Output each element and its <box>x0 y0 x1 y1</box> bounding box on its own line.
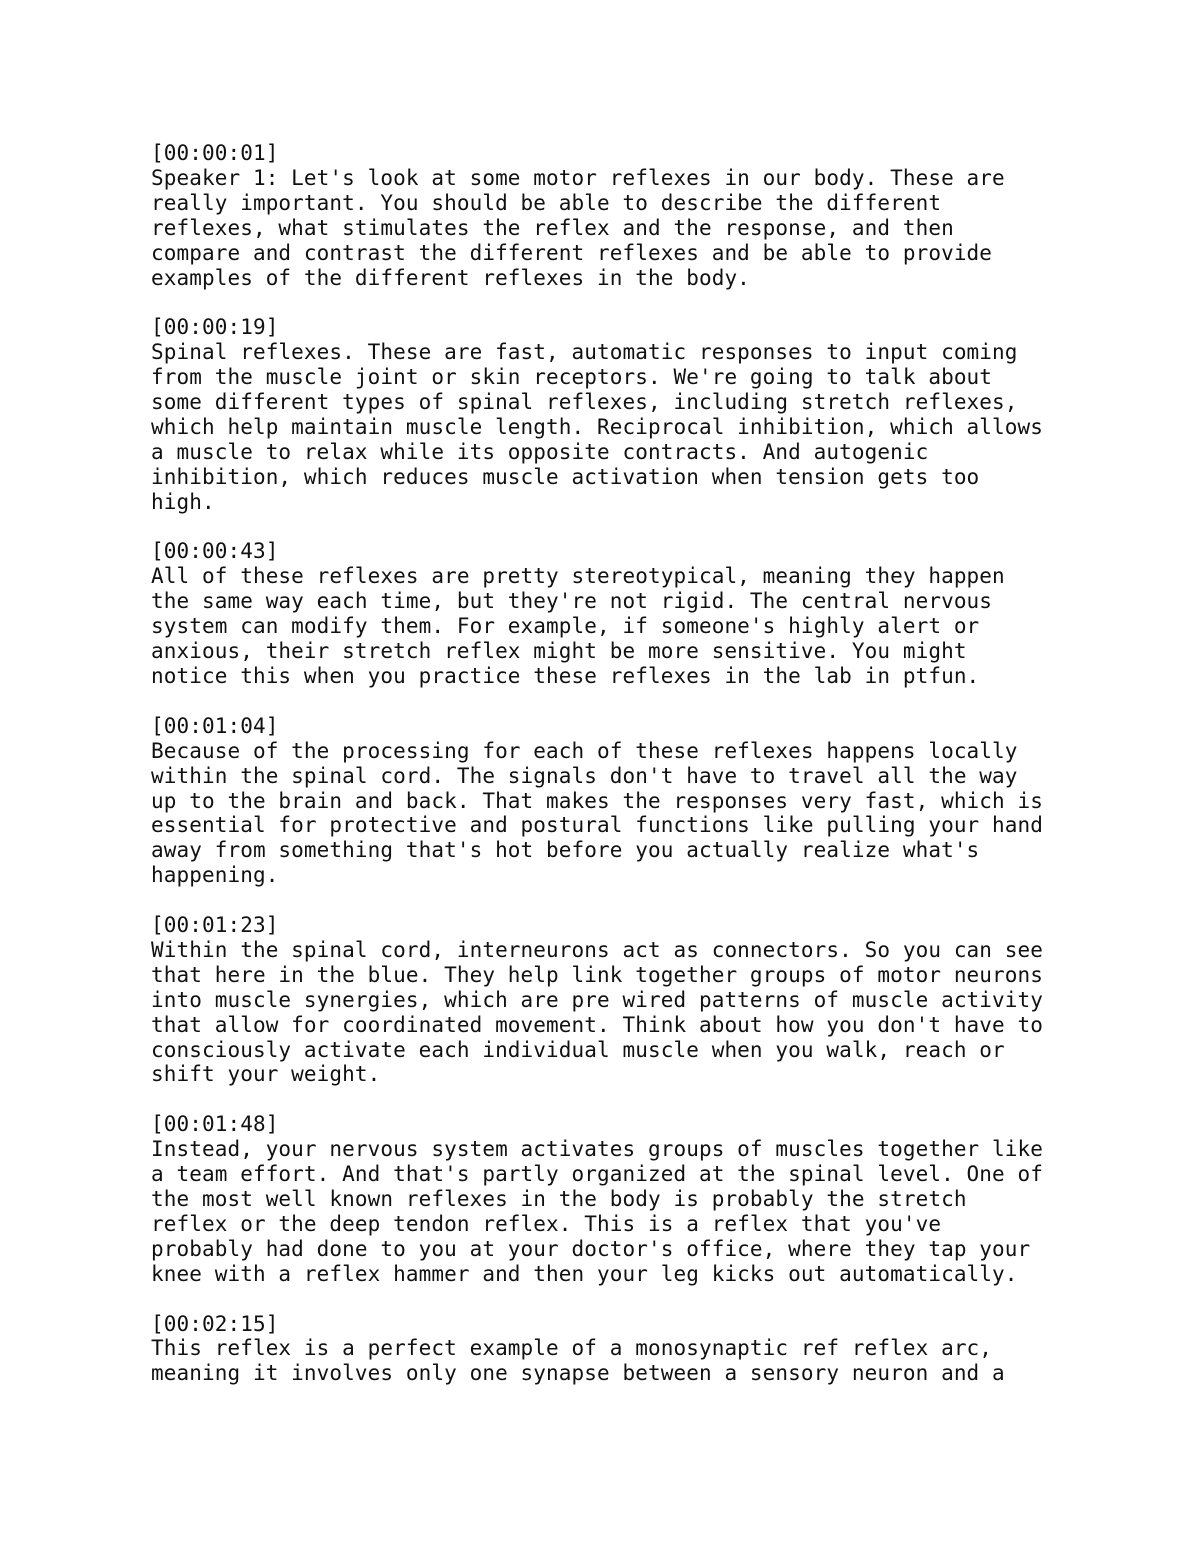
transcript-line: reflex or the deep tendon reflex. This is a reflex that you've <box>151 1211 942 1236</box>
transcript-line: All of these reflexes are pretty stereotypical, meaning they happen <box>151 564 1005 589</box>
transcript-page <box>151 141 1151 1411</box>
transcript-segment <box>151 1312 1151 1387</box>
transcript-line: into muscle synergies, which are pre wired patterns of muscle activity <box>151 987 1044 1012</box>
transcript-line: Because of the processing for each of these reflexes happens locally <box>151 738 1018 763</box>
transcript-segment <box>151 714 1151 888</box>
transcript-line: up to the brain and back. That makes the responses very fast, which is <box>151 788 1044 813</box>
timestamp: [00:00:43] <box>151 539 279 564</box>
transcript-line: high. <box>151 489 215 514</box>
transcript-segment <box>151 913 1151 1087</box>
timestamp: [00:02:15] <box>151 1311 279 1336</box>
transcript-line: that allow for coordinated movement. Think about how you don't have to <box>151 1012 1044 1037</box>
transcript-line: Spinal reflexes. These are fast, automatic responses to input coming <box>151 340 1018 365</box>
timestamp: [00:00:19] <box>151 315 279 340</box>
transcript-line: away from something that's hot before you actually realize what's <box>151 838 980 863</box>
timestamp: [00:01:23] <box>151 913 279 938</box>
timestamp: [00:01:48] <box>151 1112 279 1137</box>
transcript-line: meaning it involves only one synapse between a sensory neuron and a <box>151 1361 1005 1386</box>
transcript-line: the same way each time, but they're not rigid. The central nervous <box>151 589 993 614</box>
transcript-line: inhibition, which reduces muscle activation when tension gets too <box>151 464 980 489</box>
transcript-segment <box>151 1112 1151 1286</box>
transcript-line: compare and contrast the different reflexes and be able to provide <box>151 240 993 265</box>
transcript-line: Instead, your nervous system activates groups of muscles together like <box>151 1137 1044 1162</box>
transcript-line: This reflex is a perfect example of a monosynaptic ref reflex arc, <box>151 1336 993 1361</box>
timestamp: [00:01:04] <box>151 713 279 738</box>
transcript-line: system can modify them. For example, if someone's highly alert or <box>151 614 980 639</box>
transcript-line: essential for protective and postural functions like pulling your hand <box>151 813 1044 838</box>
transcript-line: some different types of spinal reflexes, including stretch reflexes, <box>151 390 1018 415</box>
transcript-line: knee with a reflex hammer and then your leg kicks out automatically. <box>151 1261 1018 1286</box>
transcript-line: consciously activate each individual muscle when you walk, reach or <box>151 1037 1005 1062</box>
transcript-line: probably had done to you at your doctor's office, where they tap your <box>151 1236 1031 1261</box>
transcript-line: a team effort. And that's partly organized at the spinal level. One of <box>151 1162 1044 1187</box>
transcript-line: Within the spinal cord, interneurons act as connectors. So you can see <box>151 937 1044 962</box>
transcript-line: notice this when you practice these reflexes in the lab in ptfun. <box>151 664 980 688</box>
transcript-line: a muscle to relax while its opposite contracts. And autogenic <box>151 439 929 464</box>
transcript-line: examples of the different reflexes in the body. <box>151 265 750 290</box>
transcript-line: which help maintain muscle length. Reciprocal inhibition, which allows <box>151 414 1044 439</box>
transcript-line: shift your weight. <box>151 1062 381 1087</box>
transcript-segment <box>151 539 1151 688</box>
transcript-line: anxious, their stretch reflex might be more sensitive. You might <box>151 639 967 664</box>
transcript-segment <box>151 315 1151 514</box>
transcript-line: the most well known reflexes in the body is probably the stretch <box>151 1186 967 1211</box>
transcript-line: that here in the blue. They help link together groups of motor neurons <box>151 962 1044 987</box>
timestamp: [00:00:01] <box>151 141 279 165</box>
transcript-line: happening. <box>151 863 279 888</box>
transcript-line: really important. You should be able to describe the different <box>151 190 942 215</box>
transcript-line: from the muscle joint or skin receptors. We're going to talk about <box>151 365 993 390</box>
transcript-segment <box>151 141 1151 290</box>
transcript-line: Speaker 1: Let's look at some motor reflexes in our body. These are <box>151 165 1005 190</box>
transcript-line: reflexes, what stimulates the reflex and the response, and then <box>151 215 954 240</box>
transcript-line: within the spinal cord. The signals don't have to travel all the way <box>151 763 1018 788</box>
